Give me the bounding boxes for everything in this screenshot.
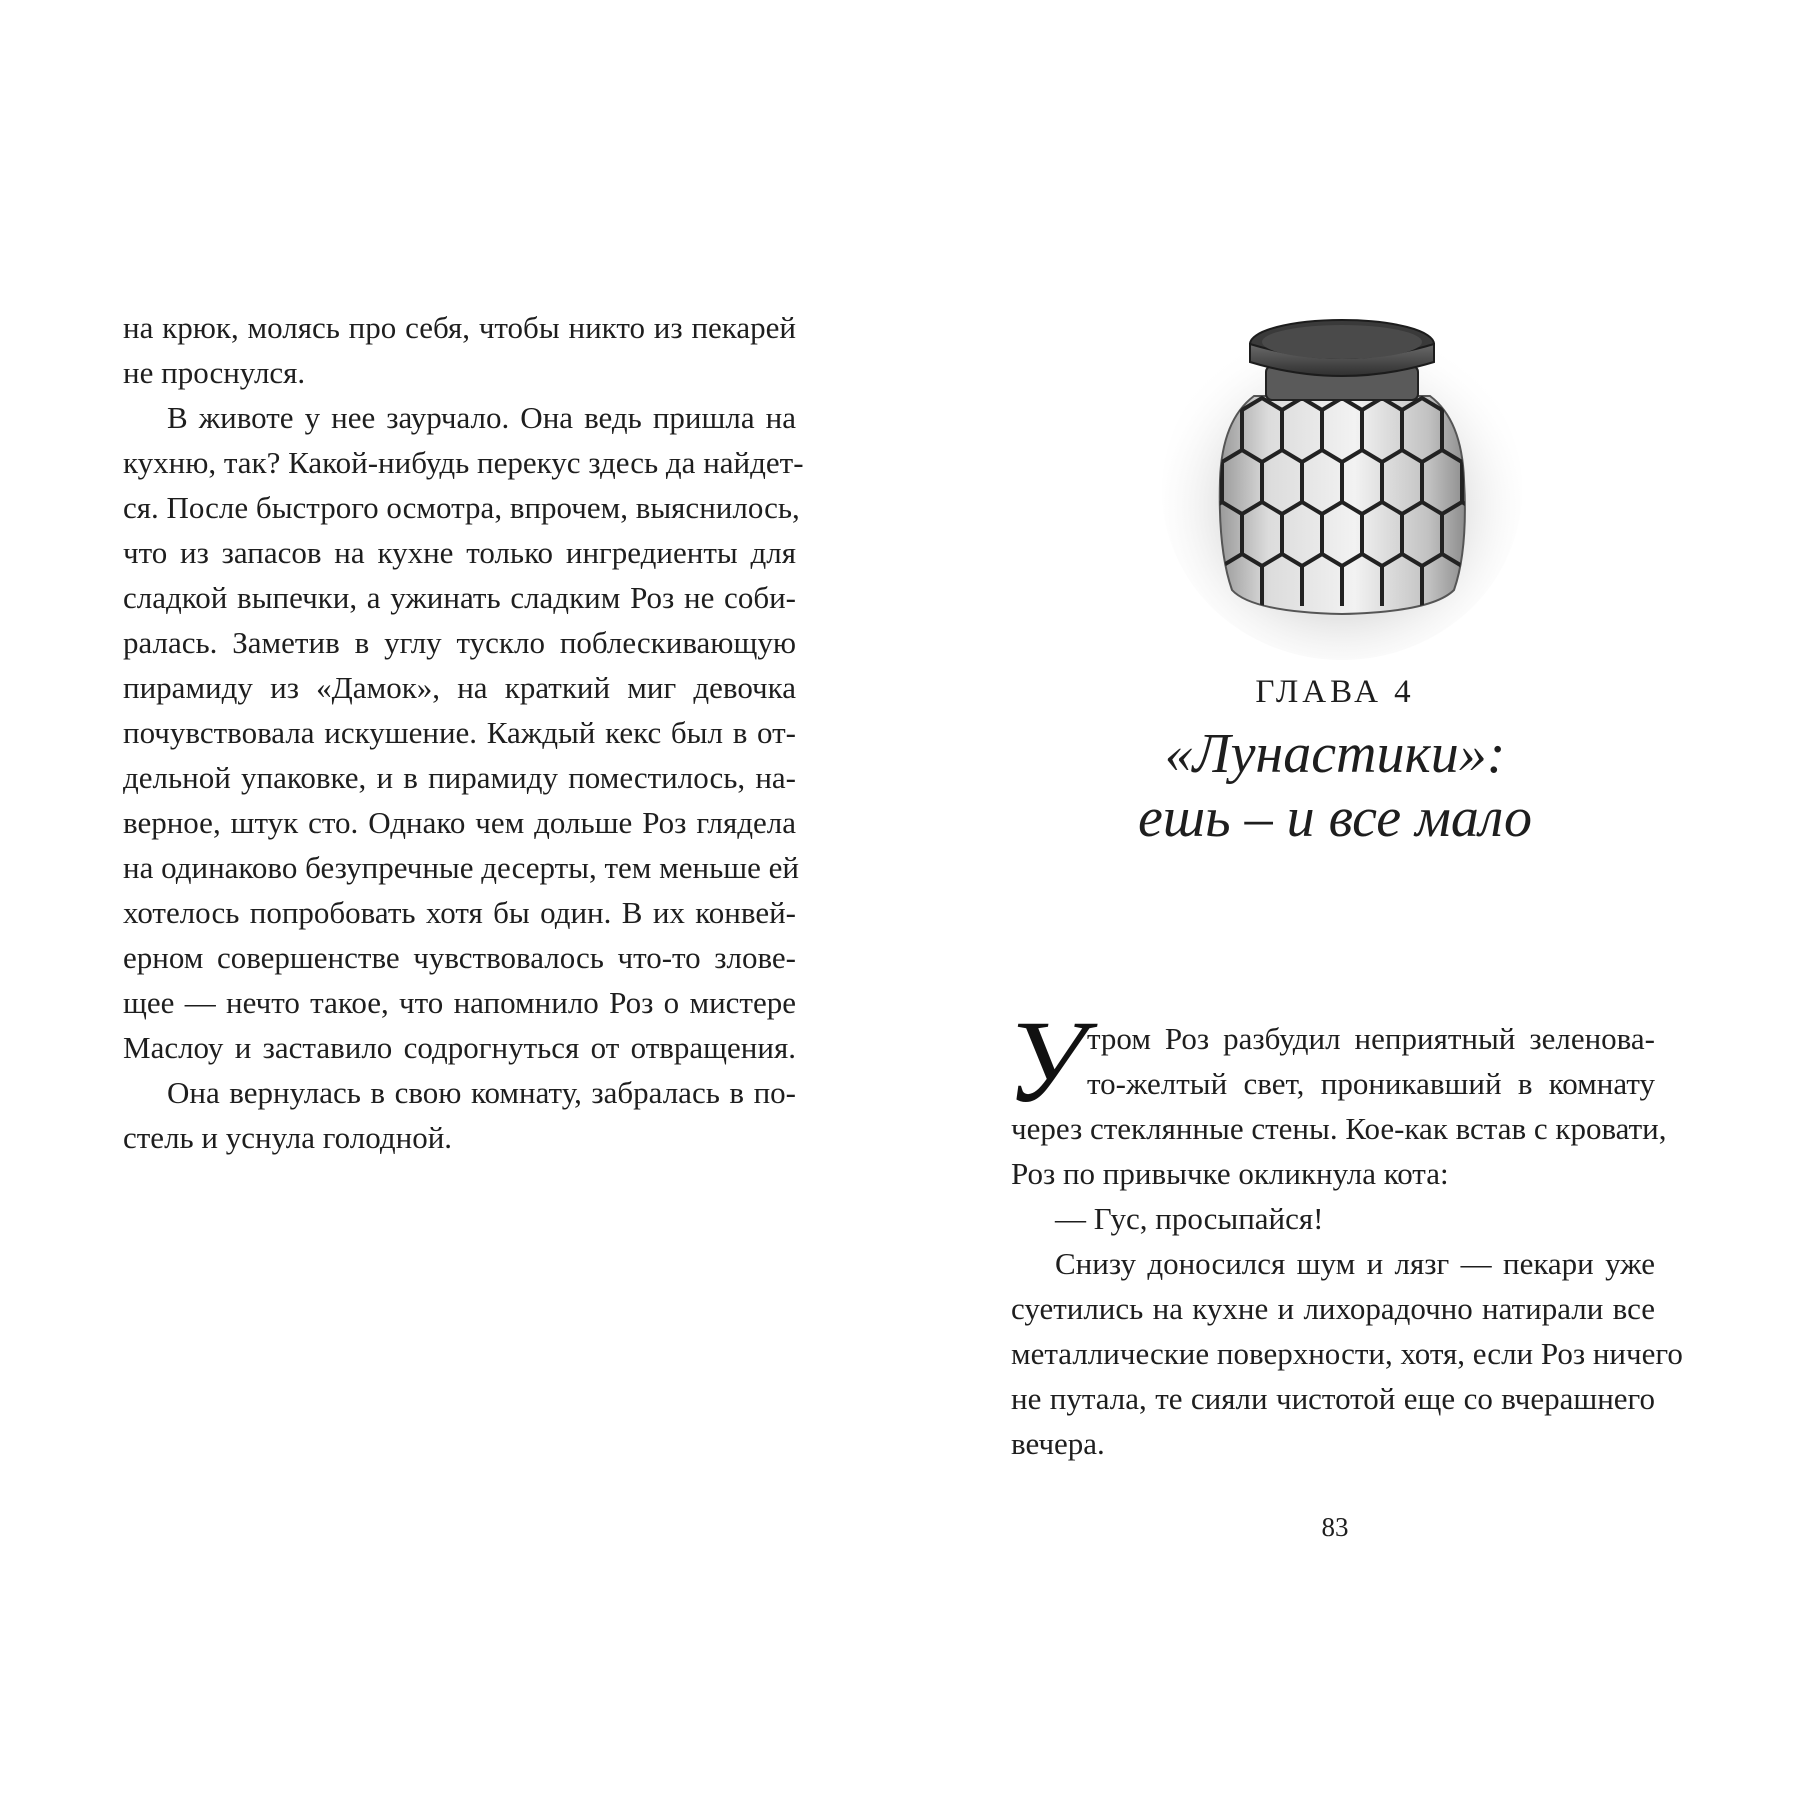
text-line: что из запасов на кухне только ингредиенты для [123,535,796,570]
text-line: не путала, те сияли чистотой еще со вчерашнего [1011,1381,1655,1416]
chapter-number: ГЛАВА 4 [1255,674,1415,710]
left-page-text [123,305,804,1160]
text-line: Снизу доносился шум и лязг — пекари уже [1055,1246,1655,1281]
text-line: ерном совершенстве чувствовалось что-то злове- [123,940,796,975]
text-line: стель и уснула голодной. [123,1120,453,1155]
text-line: металлические поверхности, хотя, если Роз ничего [1011,1336,1683,1371]
drop-cap: У [1006,996,1086,1127]
jar-illustration [1162,300,1522,660]
text-line: на одинаково безупречные десерты, тем меньше ей [123,850,799,885]
text-line: пирамиду из «Дамок», на краткий миг девочка [123,670,796,705]
chapter-title-line: «Лунастики»: [1164,723,1506,785]
text-line: хотелось попробовать хотя бы один. В их конвей- [123,895,796,930]
right-page-text [1011,1016,1683,1466]
text-line: суетились на кухне и лихорадочно натирали все [1011,1291,1655,1326]
text-line: верное, штук сто. Однако чем дольше Роз глядела [123,805,796,840]
chapter-title-line: ешь – и все мало [1138,787,1532,849]
text-line: ся. После быстрого осмотра, впрочем, выяснилось, [123,490,800,525]
text-line: щее — нечто такое, что напомнило Роз о мистере [123,985,796,1020]
text-line: В животе у нее заурчало. Она ведь пришла на [167,400,796,435]
text-line: ралась. Заметив в углу тускло поблескивающую [123,625,796,660]
text-line: через стеклянные стены. Кое-как встав с кровати, [1011,1111,1667,1146]
text-line: тром Роз разбудил неприятный зеленова- [1087,1021,1655,1056]
text-line: Маслоу и заставило содрогнуться от отвращения. [123,1030,796,1065]
text-line: не проснулся. [123,355,306,390]
chapter-title [1010,722,1660,850]
text-line: то-желтый свет, проникавший в комнату [1087,1066,1655,1101]
text-line: почувствовала искушение. Каждый кекс был в от- [123,715,796,750]
text-line: — Гус, просыпайся! [1055,1201,1324,1236]
text-line: на крюк, молясь про себя, чтобы никто из пекарей [123,310,796,345]
text-line: кухню, так? Какой-нибудь перекус здесь да найдет- [123,445,804,480]
text-line: вечера. [1011,1426,1105,1461]
text-line: Роз по привычке окликнула кота: [1011,1156,1449,1191]
text-line: сладкой выпечки, а ужинать сладким Роз не соби- [123,580,796,615]
page-number: 83 [1321,1512,1349,1542]
text-line: Она вернулась в свою комнату, забралась в по- [167,1075,796,1110]
text-line: дельной упаковке, и в пирамиду поместилось, на- [123,760,796,795]
